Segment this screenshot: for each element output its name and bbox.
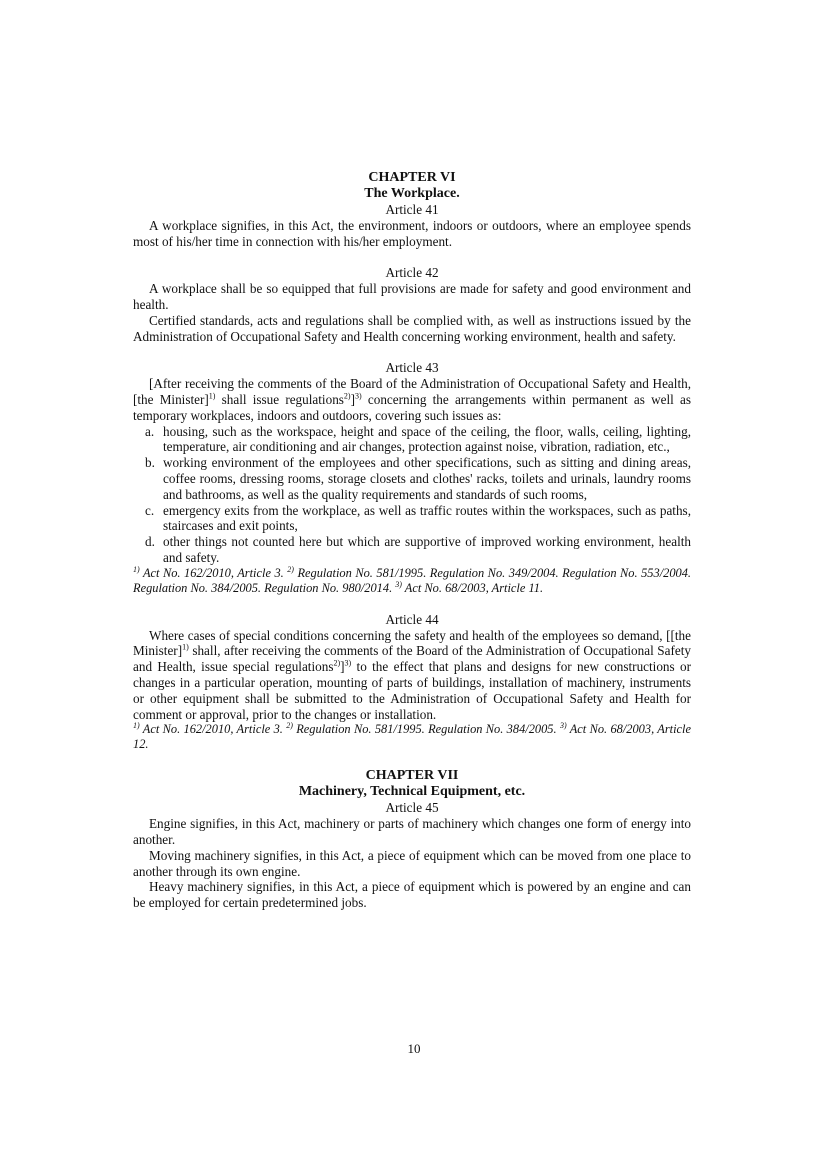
- list-label: b.: [145, 455, 155, 471]
- list-item: [145, 502, 691, 535]
- list-text: other things not counted here but which are supportive of improved working environment, health and safety.: [163, 534, 691, 565]
- footnote-ref: 1): [208, 391, 216, 401]
- article-heading: Article 45: [385, 800, 439, 816]
- list-label: d.: [145, 534, 155, 550]
- paragraph: Engine signifies, in this Act, machinery or parts of machinery which changes one form of energy into another.: [133, 816, 691, 847]
- footnote: $^{1)}$ Act No. 162/2010, Article 3. $^{2)}$ Regulation No. 581/1995. Regulation No. 349/2004. Regulation No. 553/2004. Regulation No. 384/2005. Regulation No. 980/2014. $^{3)}$ Act No. 68/2003, Article 11.: [133, 564, 692, 595]
- list-item: [145, 455, 691, 502]
- article-heading: Article 41: [385, 202, 439, 217]
- footnote-ref: 2): [343, 391, 351, 401]
- list-text: working environment of the employees and other specifications, such as sitting and dining areas, coffee rooms, dressing rooms, storage closets and clothes' racks, toilets and urinals, laundry rooms and bathrooms, as well as the quality requirements and standards of such rooms,: [163, 455, 691, 502]
- document-page: [133, 170, 691, 911]
- paragraph: Where cases of special conditions concerning the safety and health of the employees so demand, [[the Minister]$^{1)}$ shall, after receiving the comments of the Board of the Administration of Occupational Safety and Health, issue special regulations$^{2)}$]$^{3)}$ to the effect that plans and designs for new constructions or changes in a particular operation, mounting of parts of buildings, installation of machinery, instruments or other equipment shall be submitted to the Administration of Occupational Safety and Health for comment or approval, prior to the changes or installation.: [133, 627, 691, 722]
- footnote-ref: 3): [355, 391, 362, 401]
- paragraph: A workplace shall be so equipped that full provisions are made for safety and good environment and health.: [133, 281, 691, 312]
- chapter-title: Machinery, Technical Equipment, etc.: [298, 784, 526, 800]
- list-item: [145, 423, 691, 456]
- list-text: emergency exits from the workplace, as well as traffic routes within the workspaces, such as paths, staircases and exit points,: [163, 502, 691, 534]
- paragraph: A workplace signifies, in this Act, the environment, indoors or outdoors, where an employee spends most of his/her time in connection with his/her employment.: [133, 217, 691, 249]
- chapter-heading: CHAPTER VI: [368, 170, 456, 185]
- paragraph: [After receiving the comments of the Board of the Administration of Occupational Safety and Health, [the Minister]$^{1)}$ shall issue regulations$^{2)}$]$^{3)}$ concerning the arrangements within permanent as well as temporary workplaces, indoors and outdoors, covering such issues as:: [133, 376, 691, 423]
- article-heading: Article 43: [385, 360, 439, 376]
- list-label: c.: [145, 502, 155, 518]
- chapter-heading: CHAPTER VII: [365, 768, 459, 784]
- article-heading: Article 44: [385, 611, 439, 627]
- list-label: a.: [145, 423, 155, 439]
- issue-list: [133, 424, 691, 566]
- paragraph: Moving machinery signifies, in this Act, a piece of equipment which can be moved from one place to another through its own engine.: [133, 847, 691, 879]
- footnote-ref: 3): [344, 658, 352, 668]
- footnote-ref: 1): [182, 642, 189, 652]
- footnote-ref: 2): [333, 658, 341, 668]
- article-heading: Article 42: [385, 265, 439, 281]
- paragraph: Certified standards, acts and regulations shall be complied with, as well as instructions issued by the Administration of Occupational Safety and Health concerning working environment, health and safety.: [133, 312, 691, 344]
- list-item: [145, 534, 691, 566]
- page-number: 10: [407, 1041, 421, 1056]
- chapter-title: The Workplace.: [364, 186, 460, 201]
- paragraph: Heavy machinery signifies, in this Act, a piece of equipment which is powered by an engine and can be employed for certain predetermined jobs.: [133, 879, 691, 911]
- list-text: housing, such as the workspace, height and space of the ceiling, the floor, walls, ceiling, lighting, temperature, air conditioning and air changes, protection against noise, vibration, radiation, etc.,: [163, 423, 691, 455]
- footnote: $^{1)}$ Act No. 162/2010, Article 3. $^{2)}$ Regulation No. 581/1995. Regulation No. 384/2005. $^{3)}$ Act No. 68/2003, Article 12.: [133, 721, 692, 752]
